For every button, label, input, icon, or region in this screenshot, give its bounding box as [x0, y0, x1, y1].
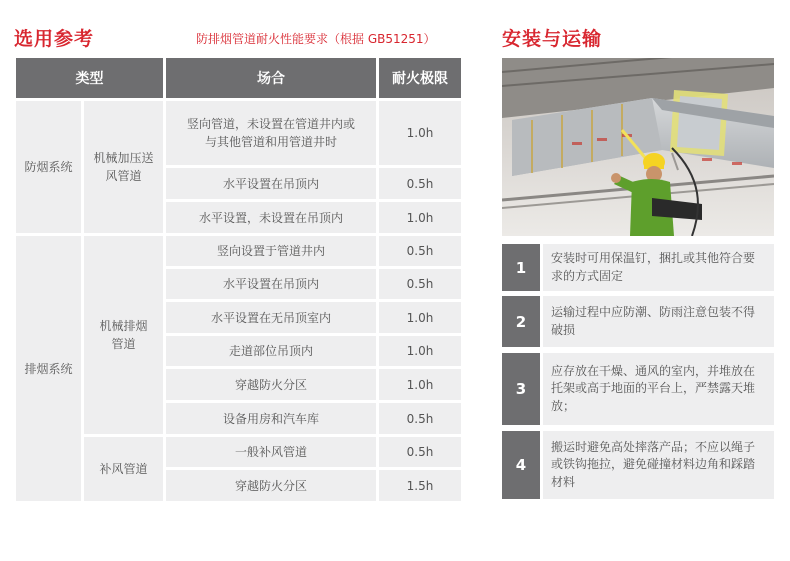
installation-photo [502, 58, 774, 236]
group-smoke-prevention: 防烟系统 [16, 101, 81, 233]
header-rating: 耐火极限 [379, 58, 461, 98]
table-cell-place: 穿越防火分区 [166, 369, 376, 400]
step-number: 1 [502, 244, 540, 291]
table-cell-rating: 0.5h [379, 236, 461, 266]
step-item [502, 244, 774, 291]
step-item [502, 431, 774, 499]
step-number: 2 [502, 296, 540, 347]
table-cell-rating: 1.0h [379, 101, 461, 165]
header-place: 场合 [166, 58, 376, 98]
table-cell-place: 水平设置在无吊顶室内 [166, 302, 376, 333]
table-cell-place: 水平设置在吊顶内 [166, 168, 376, 199]
subgroup-label: 机械排烟管道 [99, 319, 148, 351]
right-heading: 安装与运输 [502, 28, 603, 50]
table-cell-place: 水平设置在吊顶内 [166, 269, 376, 299]
table-cell-place: 一般补风管道 [166, 437, 376, 467]
group-smoke-exhaust: 排烟系统 [16, 236, 81, 501]
table-cell-rating: 1.0h [379, 336, 461, 366]
table-cell-rating: 0.5h [379, 437, 461, 467]
place-text: 竖向管道，未设置在管道井内或与其他管道和用管道井时 [186, 117, 355, 149]
step-text-content: 应存放在干燥、通风的室内，并堆放在托架或高于地面的平台上，严禁露天堆放； [551, 363, 756, 413]
step-text [543, 431, 774, 499]
table-cell-place: 穿越防火分区 [166, 470, 376, 501]
subgroup-makeup-air: 补风管道 [84, 437, 163, 501]
step-item [502, 296, 774, 347]
step-text-content: 搬运时避免高处摔落产品；不应以绳子或铁钩拖拉，避免碰撞材料边角和踩踏材料 [551, 439, 756, 489]
subtitle: 防排烟管道耐火性能要求（根据 GB51251） [196, 32, 436, 46]
table-cell-rating: 0.5h [379, 269, 461, 299]
subgroup-exhaust-duct [84, 236, 163, 434]
table-cell-place: 水平设置，未设置在吊顶内 [166, 202, 376, 233]
step-text [543, 296, 774, 347]
subgroup-pressurized-supply [84, 101, 163, 233]
table-cell-rating: 1.0h [379, 302, 461, 333]
table-cell-place: 设备用房和汽车库 [166, 403, 376, 434]
table-cell-rating: 1.5h [379, 470, 461, 501]
left-heading: 选用参考 [14, 28, 95, 50]
step-text-content: 安装时可用保温钉，捆扎或其他符合要求的方式固定 [551, 251, 756, 283]
step-text [543, 244, 774, 291]
step-text [543, 353, 774, 425]
table-cell-rating: 0.5h [379, 403, 461, 434]
step-item [502, 353, 774, 425]
header-type: 类型 [16, 58, 163, 98]
table-cell-place [166, 101, 376, 165]
table-cell-place: 走道部位吊顶内 [166, 336, 376, 366]
table-cell-place: 竖向设置于管道井内 [166, 236, 376, 266]
step-number: 4 [502, 431, 540, 499]
table-cell-rating: 0.5h [379, 168, 461, 199]
step-number: 3 [502, 353, 540, 425]
table-cell-rating: 1.0h [379, 369, 461, 400]
step-text-content: 运输过程中应防潮、防雨注意包装不得破损 [551, 305, 756, 337]
table-cell-rating: 1.0h [379, 202, 461, 233]
subgroup-label: 机械加压送风管道 [93, 151, 154, 183]
